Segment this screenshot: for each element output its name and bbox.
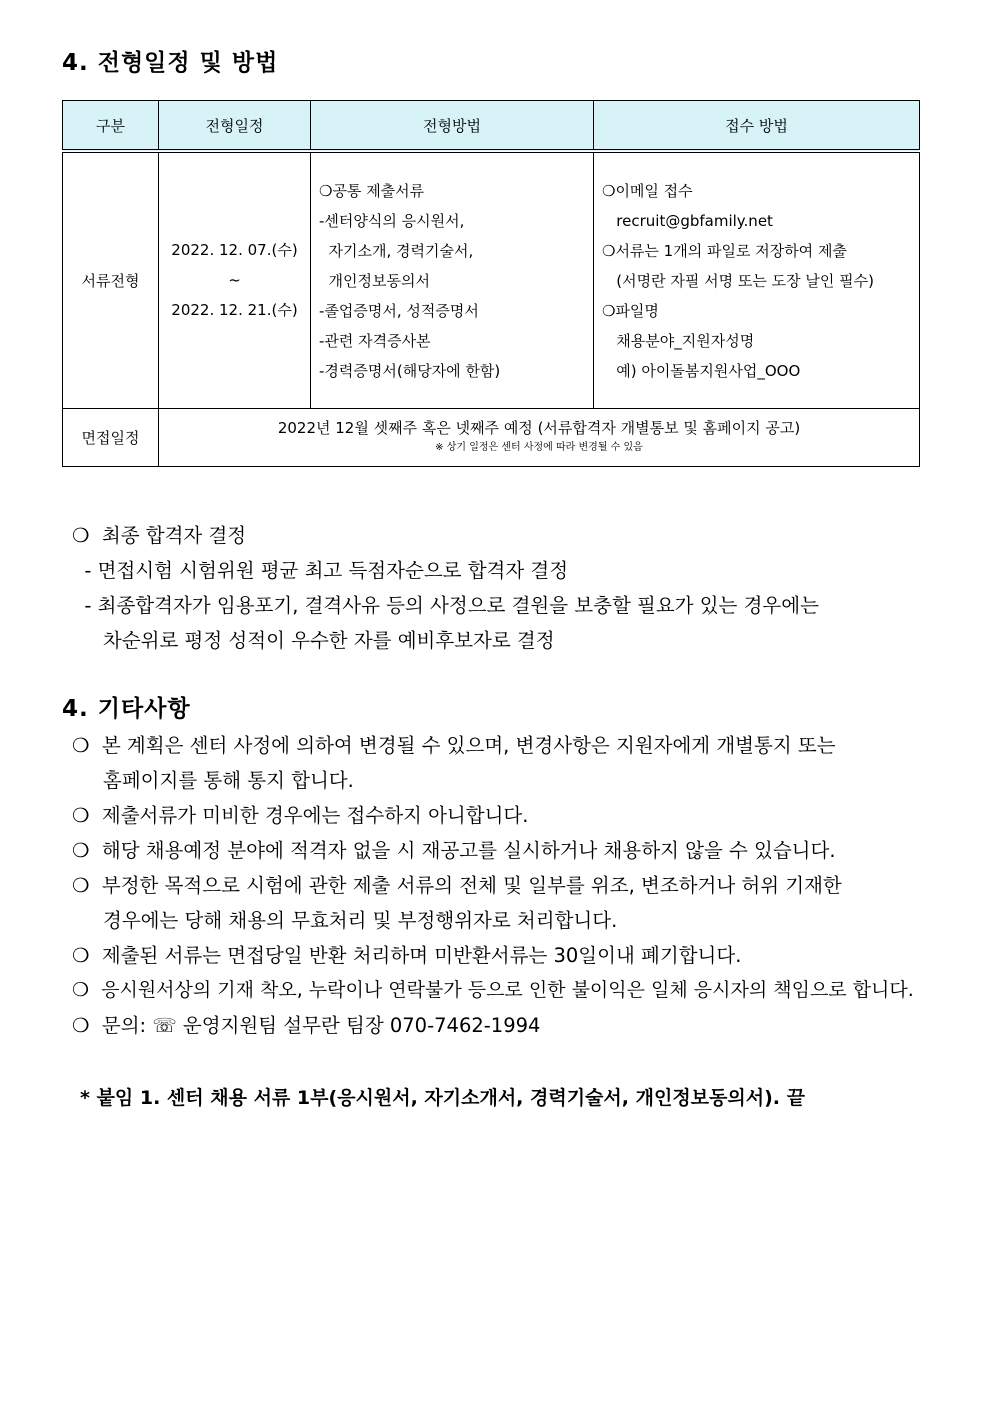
receipt-line: ❍서류는 1개의 파일로 저장하여 제출 xyxy=(602,242,847,261)
table-row-document xyxy=(63,151,920,408)
method-line: ❍공통 제출서류 xyxy=(319,182,425,201)
method-line: 자기소개, 경력기술서, xyxy=(319,242,474,261)
note-line: 홈페이지를 통해 통지 합니다. xyxy=(72,769,354,792)
method-line: -관련 자격증사본 xyxy=(319,332,431,351)
receipt-line: ❍이메일 접수 xyxy=(602,182,693,201)
other-notes-block xyxy=(72,728,932,1043)
note-line: ❍ 제출된 서류는 면접당일 반환 처리하며 미반환서류는 30일이내 폐기합니다. xyxy=(72,944,742,967)
final-selection-block xyxy=(72,518,932,658)
interview-schedule-label: 면접일정 xyxy=(63,408,159,466)
note-line: ❍ 본 계획은 센터 사정에 의하여 변경될 수 있으며, 변경사항은 지원자에게 개별통지 또는 xyxy=(72,734,836,757)
interview-note: 2022년 12월 셋째주 혹은 넷째주 예정 (서류합격자 개별통보 및 홈페이지 공고) xyxy=(277,419,801,437)
interview-subnote: ※ 상기 일정은 센터 사정에 따라 변경될 수 있음 xyxy=(435,442,643,453)
note-line: ❍ 제출서류가 미비한 경우에는 접수하지 아니합니다. xyxy=(72,804,529,827)
document-screening-label: 서류전형 xyxy=(63,151,159,408)
final-line: - 면접시험 시험위원 평균 최고 득점자순으로 합격자 결정 xyxy=(72,559,569,582)
attachment-note: * 붙임 1. 센터 채용 서류 1부(응시원서, 자기소개서, 경력기술서, 개인정보동의서). 끝 xyxy=(80,1087,805,1109)
section-title-other: 4. 기타사항 xyxy=(62,696,191,722)
table-header-row xyxy=(63,101,920,152)
note-line: ❍ 해당 채용예정 분야에 적격자 없을 시 재공고를 실시하거나 채용하지 않을 수 있습니다. xyxy=(72,839,836,862)
final-line: - 최종합격자가 임용포기, 결격사유 등의 사정으로 결원을 보충할 필요가 있는 경우에는 xyxy=(72,594,819,617)
date-from: 2022. 12. 07.(수) xyxy=(171,241,298,260)
header-method: 전형방법 xyxy=(311,101,594,152)
contact-line: ❍ 문의: ☏ 운영지원팀 설무란 팀장 070-7462-1994 xyxy=(72,1014,541,1037)
document-screening-dates xyxy=(159,151,311,408)
section-title-schedule: 4. 전형일정 및 방법 xyxy=(62,50,279,76)
receipt-line: ❍파일명 xyxy=(602,302,659,321)
note-line: ❍ 부정한 목적으로 시험에 관한 제출 서류의 전체 및 일부를 위조, 변조하거나 허위 기재한 xyxy=(72,874,842,897)
note-line: ❍ 응시원서상의 기재 착오, 누락이나 연락불가 등으로 인한 불이익은 일체 응시자의 책임으로 합니다. xyxy=(72,979,914,1001)
method-line: -경력증명서(해당자에 한함) xyxy=(319,362,501,381)
method-line: -졸업증명서, 성적증명서 xyxy=(319,302,479,321)
schedule-table xyxy=(62,100,920,467)
final-line: ❍ 최종 합격자 결정 xyxy=(72,524,247,547)
receipt-method-cell xyxy=(594,151,920,408)
receipt-line: (서명란 자필 서명 또는 도장 날인 필수) xyxy=(602,272,874,291)
final-line: 차순위로 평정 성적이 우수한 자를 예비후보자로 결정 xyxy=(72,629,555,652)
header-receipt: 접수 방법 xyxy=(594,101,920,152)
table-row-interview xyxy=(63,408,920,466)
note-line: 경우에는 당해 채용의 무효처리 및 부정행위자로 처리합니다. xyxy=(72,909,618,932)
date-to: 2022. 12. 21.(수) xyxy=(171,301,298,320)
receipt-email: recruit@gbfamily.net xyxy=(602,212,773,231)
receipt-line: 채용분야_지원자성명 xyxy=(602,332,755,351)
header-category: 구분 xyxy=(63,101,159,152)
method-line: -센터양식의 응시원서, xyxy=(319,212,465,231)
method-line: 개인정보동의서 xyxy=(319,272,430,291)
date-separator: ~ xyxy=(228,271,241,290)
screening-method-cell xyxy=(311,151,594,408)
header-schedule: 전형일정 xyxy=(159,101,311,152)
interview-schedule-cell xyxy=(159,408,920,466)
receipt-line: 예) 아이돌봄지원사업_OOO xyxy=(602,362,801,381)
